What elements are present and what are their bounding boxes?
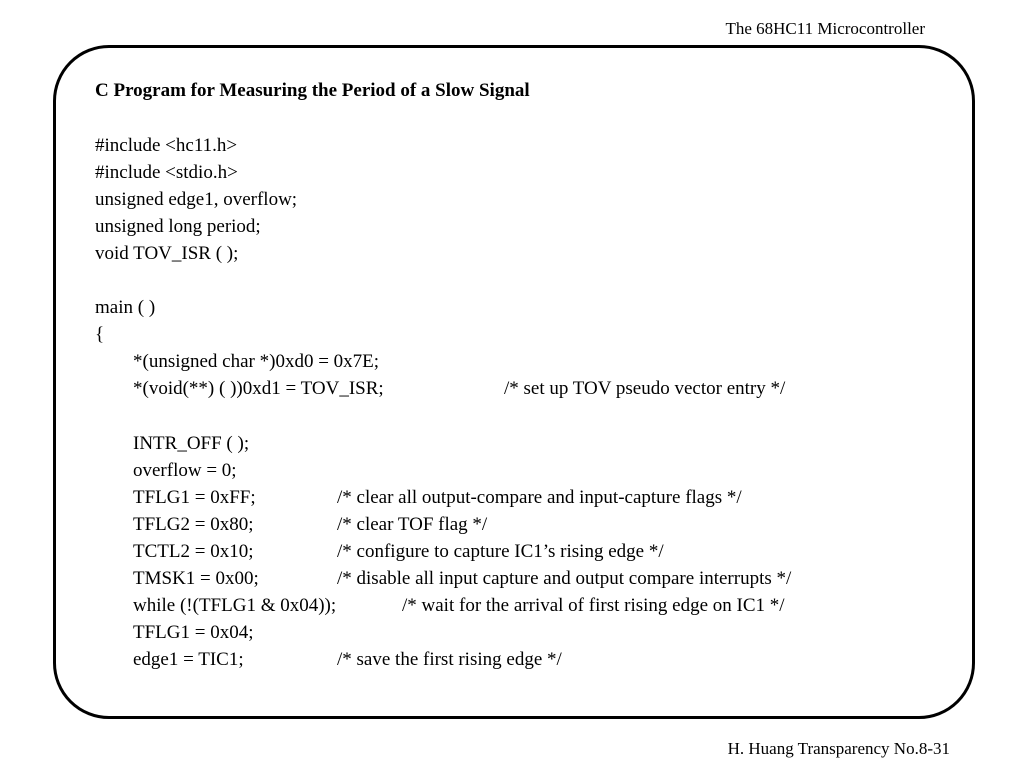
code-line: *(void(**) ( ))0xd1 = TOV_ISR; [133,378,384,399]
code-comment: /* clear TOF flag */ [337,514,488,535]
code-line: TFLG1 = 0x04; [133,622,254,643]
code-comment: /* wait for the arrival of first rising edge on IC1 */ [402,595,785,616]
code-line: unsigned long period; [95,216,261,237]
code-line: INTR_OFF ( ); [133,433,250,454]
code-line: TFLG1 = 0xFF; [133,487,256,508]
code-line: { [95,324,105,345]
code-line: #include <hc11.h> [95,135,238,156]
code-comment: /* configure to capture IC1’s rising edge */ [337,541,664,562]
code-line: TCTL2 = 0x10; [133,541,254,562]
slide-title: C Program for Measuring the Period of a Slow Signal [95,80,530,101]
code-comment: /* disable all input capture and output compare interrupts */ [337,568,792,589]
code-line: main ( ) [95,297,156,318]
code-comment: /* set up TOV pseudo vector entry */ [504,378,786,399]
code-line: edge1 = TIC1; [133,649,244,670]
code-line: void TOV_ISR ( ); [95,243,239,264]
code-line: TFLG2 = 0x80; [133,514,254,535]
code-line: overflow = 0; [133,460,237,481]
code-comment: /* clear all output-compare and input-capture flags */ [337,487,742,508]
code-line: #include <stdio.h> [95,162,238,183]
code-line: while (!(TFLG1 & 0x04)); [133,595,337,616]
footer-text: H. Huang Transparency No.8-31 [727,739,950,758]
header-title: The 68HC11 Microcontroller [725,19,925,38]
code-comment: /* save the first rising edge */ [337,649,562,670]
code-line: *(unsigned char *)0xd0 = 0x7E; [133,351,380,372]
code-line: TMSK1 = 0x00; [133,568,259,589]
code-line: unsigned edge1, overflow; [95,189,298,210]
